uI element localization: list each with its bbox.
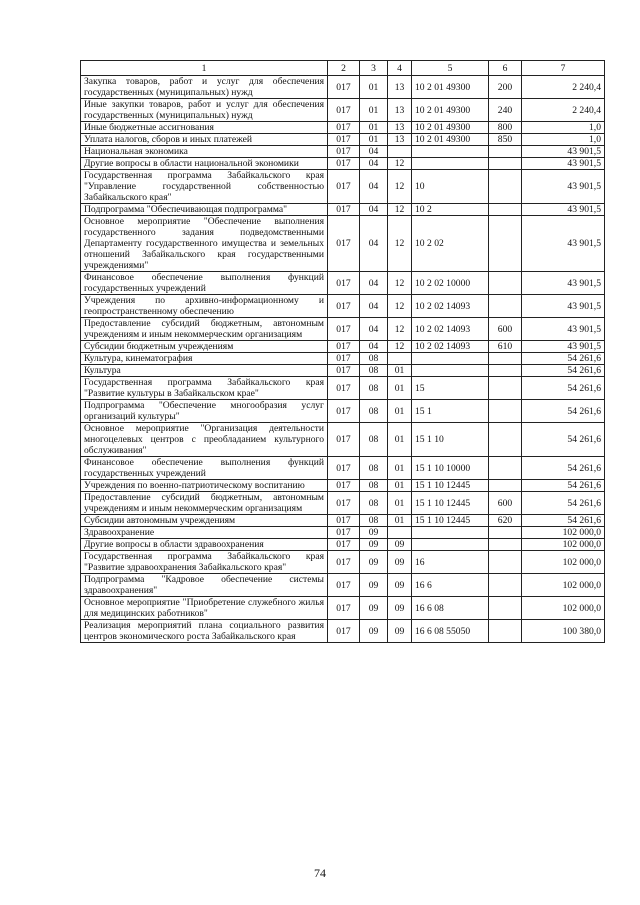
row-subsection-cell: 01 (388, 492, 412, 515)
row-subsection-cell: 01 (388, 423, 412, 457)
row-name-cell: Иные закупки товаров, работ и услуг для обеспечения государственных (муниципальных) нужд (81, 99, 328, 122)
row-amount-cell: 54 261,6 (522, 377, 605, 400)
row-expense-type-cell (489, 158, 522, 170)
row-expense-type-cell: 610 (489, 341, 522, 353)
row-section-cell: 09 (360, 527, 388, 539)
row-target-article-cell: 15 1 (412, 400, 489, 423)
row-target-article-cell: 15 (412, 377, 489, 400)
row-name-cell: Основное мероприятие "Обеспечение выполнения государственного задания подведомственными Департаменту государственного имущества и земельных отношений Забайкальского края государственными учреждениями" (81, 216, 328, 272)
row-target-article-cell: 10 2 02 14093 (412, 341, 489, 353)
row-name-cell: Национальная экономика (81, 146, 328, 158)
row-subsection-cell: 01 (388, 377, 412, 400)
row-target-article-cell (412, 146, 489, 158)
row-name-cell: Государственная программа Забайкальского края "Управление государственной собственностью Забайкальского края" (81, 170, 328, 204)
budget-table (80, 60, 605, 643)
row-target-article-cell: 10 2 01 49300 (412, 122, 489, 134)
row-expense-type-cell (489, 353, 522, 365)
row-name-cell: Субсидии бюджетным учреждениям (81, 341, 328, 353)
row-subsection-cell: 09 (388, 551, 412, 574)
row-expense-type-cell: 200 (489, 76, 522, 99)
row-target-article-cell: 15 1 10 10000 (412, 457, 489, 480)
row-code-cell: 017 (328, 620, 360, 643)
row-name-cell: Предоставление субсидий бюджетным, автономным учреждениям и иным некоммерческим организациям (81, 492, 328, 515)
row-amount-cell: 43 901,5 (522, 158, 605, 170)
row-section-cell: 04 (360, 170, 388, 204)
header-cell: 7 (522, 61, 605, 76)
row-name-cell: Подпрограмма "Обеспечение многообразия услуг организаций культуры" (81, 400, 328, 423)
row-subsection-cell: 01 (388, 457, 412, 480)
row-expense-type-cell (489, 539, 522, 551)
row-name-cell: Иные бюджетные ассигнования (81, 122, 328, 134)
header-cell: 3 (360, 61, 388, 76)
table-row (81, 423, 605, 457)
row-amount-cell: 43 901,5 (522, 272, 605, 295)
row-subsection-cell: 12 (388, 295, 412, 318)
row-subsection-cell (388, 146, 412, 158)
row-expense-type-cell (489, 170, 522, 204)
row-section-cell: 09 (360, 551, 388, 574)
row-name-cell: Здравоохранение (81, 527, 328, 539)
row-code-cell: 017 (328, 318, 360, 341)
row-subsection-cell: 13 (388, 99, 412, 122)
table-body (81, 76, 605, 643)
row-amount-cell: 54 261,6 (522, 353, 605, 365)
row-code-cell: 017 (328, 146, 360, 158)
row-subsection-cell: 12 (388, 216, 412, 272)
row-amount-cell: 54 261,6 (522, 365, 605, 377)
row-section-cell: 04 (360, 146, 388, 158)
header-cell: 2 (328, 61, 360, 76)
table-row (81, 400, 605, 423)
row-amount-cell: 100 380,0 (522, 620, 605, 643)
table-row (81, 377, 605, 400)
table-row (81, 122, 605, 134)
row-subsection-cell: 01 (388, 480, 412, 492)
row-target-article-cell: 10 2 02 (412, 216, 489, 272)
row-expense-type-cell (489, 377, 522, 400)
row-subsection-cell: 09 (388, 574, 412, 597)
row-amount-cell: 43 901,5 (522, 204, 605, 216)
row-target-article-cell (412, 527, 489, 539)
row-expense-type-cell (489, 527, 522, 539)
row-amount-cell: 102 000,0 (522, 527, 605, 539)
row-code-cell: 017 (328, 597, 360, 620)
row-expense-type-cell (489, 400, 522, 423)
row-name-cell: Государственная программа Забайкальского края "Развитие культуры в Забайкальском крае" (81, 377, 328, 400)
row-section-cell: 04 (360, 204, 388, 216)
row-expense-type-cell: 600 (489, 492, 522, 515)
table-row (81, 527, 605, 539)
row-amount-cell: 54 261,6 (522, 492, 605, 515)
row-code-cell: 017 (328, 295, 360, 318)
table-row (81, 457, 605, 480)
row-name-cell: Учреждения по военно-патриотическому воспитанию (81, 480, 328, 492)
table-row (81, 365, 605, 377)
row-name-cell: Уплата налогов, сборов и иных платежей (81, 134, 328, 146)
row-target-article-cell: 16 6 (412, 574, 489, 597)
row-amount-cell: 1,0 (522, 122, 605, 134)
table-row (81, 318, 605, 341)
row-section-cell: 08 (360, 480, 388, 492)
row-amount-cell: 43 901,5 (522, 216, 605, 272)
row-section-cell: 08 (360, 457, 388, 480)
row-expense-type-cell (489, 216, 522, 272)
table-row (81, 134, 605, 146)
row-code-cell: 017 (328, 365, 360, 377)
row-target-article-cell (412, 158, 489, 170)
row-target-article-cell: 15 1 10 12445 (412, 480, 489, 492)
row-target-article-cell: 15 1 10 12445 (412, 492, 489, 515)
row-target-article-cell: 10 2 01 49300 (412, 99, 489, 122)
row-subsection-cell: 12 (388, 158, 412, 170)
row-code-cell: 017 (328, 170, 360, 204)
row-section-cell: 09 (360, 574, 388, 597)
header-cell: 5 (412, 61, 489, 76)
row-subsection-cell (388, 353, 412, 365)
row-section-cell: 08 (360, 400, 388, 423)
row-amount-cell: 102 000,0 (522, 574, 605, 597)
row-subsection-cell: 12 (388, 341, 412, 353)
row-section-cell: 08 (360, 423, 388, 457)
row-subsection-cell: 12 (388, 170, 412, 204)
row-amount-cell: 102 000,0 (522, 551, 605, 574)
row-section-cell: 01 (360, 134, 388, 146)
row-section-cell: 08 (360, 365, 388, 377)
table-row (81, 146, 605, 158)
row-code-cell: 017 (328, 574, 360, 597)
table-row (81, 597, 605, 620)
table-row (81, 551, 605, 574)
row-target-article-cell: 10 (412, 170, 489, 204)
row-subsection-cell: 01 (388, 515, 412, 527)
table-row (81, 492, 605, 515)
table-row (81, 272, 605, 295)
row-section-cell: 04 (360, 295, 388, 318)
row-code-cell: 017 (328, 492, 360, 515)
table-row (81, 620, 605, 643)
table-row (81, 295, 605, 318)
row-expense-type-cell (489, 551, 522, 574)
row-code-cell: 017 (328, 423, 360, 457)
row-amount-cell: 43 901,5 (522, 318, 605, 341)
table-header-row (81, 61, 605, 76)
row-section-cell: 08 (360, 377, 388, 400)
row-name-cell: Культура, кинематография (81, 353, 328, 365)
row-target-article-cell (412, 353, 489, 365)
row-subsection-cell: 01 (388, 400, 412, 423)
row-code-cell: 017 (328, 551, 360, 574)
row-amount-cell: 54 261,6 (522, 457, 605, 480)
row-section-cell: 01 (360, 76, 388, 99)
row-amount-cell: 43 901,5 (522, 146, 605, 158)
row-amount-cell: 43 901,5 (522, 341, 605, 353)
row-target-article-cell: 15 1 10 (412, 423, 489, 457)
row-target-article-cell: 10 2 02 10000 (412, 272, 489, 295)
row-code-cell: 017 (328, 377, 360, 400)
row-code-cell: 017 (328, 204, 360, 216)
row-code-cell: 017 (328, 341, 360, 353)
row-name-cell: Субсидии автономным учреждениям (81, 515, 328, 527)
row-section-cell: 09 (360, 620, 388, 643)
row-section-cell: 01 (360, 122, 388, 134)
row-expense-type-cell (489, 423, 522, 457)
row-section-cell: 08 (360, 492, 388, 515)
table-row (81, 99, 605, 122)
row-subsection-cell: 12 (388, 318, 412, 341)
row-section-cell: 09 (360, 539, 388, 551)
row-subsection-cell: 12 (388, 204, 412, 216)
row-expense-type-cell (489, 146, 522, 158)
row-expense-type-cell: 800 (489, 122, 522, 134)
row-expense-type-cell (489, 597, 522, 620)
row-name-cell: Культура (81, 365, 328, 377)
table-row (81, 515, 605, 527)
page-number: 74 (314, 866, 326, 880)
row-target-article-cell: 10 2 02 14093 (412, 295, 489, 318)
row-target-article-cell: 10 2 01 49300 (412, 76, 489, 99)
row-target-article-cell (412, 365, 489, 377)
row-name-cell: Учреждения по архивно-информационному и геопространственному обеспечению (81, 295, 328, 318)
row-target-article-cell (412, 539, 489, 551)
row-amount-cell: 2 240,4 (522, 99, 605, 122)
table-row (81, 204, 605, 216)
row-target-article-cell: 16 6 08 (412, 597, 489, 620)
row-expense-type-cell (489, 574, 522, 597)
row-amount-cell: 43 901,5 (522, 295, 605, 318)
table-row (81, 539, 605, 551)
row-amount-cell: 54 261,6 (522, 480, 605, 492)
table-row (81, 574, 605, 597)
row-amount-cell: 54 261,6 (522, 400, 605, 423)
row-expense-type-cell (489, 620, 522, 643)
row-subsection-cell: 12 (388, 272, 412, 295)
row-expense-type-cell (489, 365, 522, 377)
header-cell: 4 (388, 61, 412, 76)
header-cell: 1 (81, 61, 328, 76)
row-code-cell: 017 (328, 353, 360, 365)
row-expense-type-cell: 240 (489, 99, 522, 122)
row-target-article-cell: 10 2 02 14093 (412, 318, 489, 341)
row-section-cell: 04 (360, 272, 388, 295)
row-expense-type-cell (489, 480, 522, 492)
row-amount-cell: 43 901,5 (522, 170, 605, 204)
row-section-cell: 01 (360, 99, 388, 122)
row-code-cell: 017 (328, 158, 360, 170)
row-target-article-cell: 10 2 01 49300 (412, 134, 489, 146)
row-amount-cell: 1,0 (522, 134, 605, 146)
row-expense-type-cell (489, 272, 522, 295)
row-name-cell: Государственная программа Забайкальского края "Развитие здравоохранения Забайкальского края" (81, 551, 328, 574)
table-row (81, 480, 605, 492)
row-section-cell: 04 (360, 158, 388, 170)
table-row (81, 170, 605, 204)
row-name-cell: Основное мероприятие "Организация деятельности многоцелевых центров с преобладанием культурного обслуживания" (81, 423, 328, 457)
row-subsection-cell (388, 527, 412, 539)
row-code-cell: 017 (328, 272, 360, 295)
row-code-cell: 017 (328, 134, 360, 146)
row-name-cell: Подпрограмма "Кадровое обеспечение системы здравоохранения" (81, 574, 328, 597)
row-expense-type-cell (489, 295, 522, 318)
row-expense-type-cell (489, 457, 522, 480)
row-subsection-cell: 13 (388, 122, 412, 134)
row-code-cell: 017 (328, 216, 360, 272)
row-amount-cell: 54 261,6 (522, 515, 605, 527)
row-name-cell: Финансовое обеспечение выполнения функций государственных учреждений (81, 272, 328, 295)
row-section-cell: 08 (360, 353, 388, 365)
table-row (81, 158, 605, 170)
row-code-cell: 017 (328, 76, 360, 99)
row-subsection-cell: 09 (388, 539, 412, 551)
row-expense-type-cell: 620 (489, 515, 522, 527)
row-target-article-cell: 15 1 10 12445 (412, 515, 489, 527)
row-name-cell: Предоставление субсидий бюджетным, автономным учреждениям и иным некоммерческим организациям (81, 318, 328, 341)
row-name-cell: Подпрограмма "Обеспечивающая подпрограмма" (81, 204, 328, 216)
header-cell: 6 (489, 61, 522, 76)
table-row (81, 216, 605, 272)
row-code-cell: 017 (328, 400, 360, 423)
row-code-cell: 017 (328, 480, 360, 492)
row-amount-cell: 102 000,0 (522, 539, 605, 551)
row-section-cell: 09 (360, 597, 388, 620)
row-name-cell: Финансовое обеспечение выполнения функций государственных учреждений (81, 457, 328, 480)
row-code-cell: 017 (328, 122, 360, 134)
row-code-cell: 017 (328, 515, 360, 527)
row-target-article-cell: 16 (412, 551, 489, 574)
table-row (81, 353, 605, 365)
row-name-cell: Другие вопросы в области здравоохранения (81, 539, 328, 551)
row-target-article-cell: 10 2 (412, 204, 489, 216)
row-subsection-cell: 09 (388, 597, 412, 620)
row-subsection-cell: 09 (388, 620, 412, 643)
row-code-cell: 017 (328, 457, 360, 480)
row-expense-type-cell: 850 (489, 134, 522, 146)
row-code-cell: 017 (328, 99, 360, 122)
row-name-cell: Закупка товаров, работ и услуг для обеспечения государственных (муниципальных) нужд (81, 76, 328, 99)
row-target-article-cell: 16 6 08 55050 (412, 620, 489, 643)
row-amount-cell: 2 240,4 (522, 76, 605, 99)
row-expense-type-cell: 600 (489, 318, 522, 341)
table-row (81, 76, 605, 99)
row-section-cell: 08 (360, 515, 388, 527)
row-code-cell: 017 (328, 539, 360, 551)
row-section-cell: 04 (360, 216, 388, 272)
row-amount-cell: 102 000,0 (522, 597, 605, 620)
row-expense-type-cell (489, 204, 522, 216)
row-subsection-cell: 13 (388, 134, 412, 146)
row-section-cell: 04 (360, 318, 388, 341)
row-name-cell: Основное мероприятие "Приобретение служебного жилья для медицинских работников" (81, 597, 328, 620)
row-code-cell: 017 (328, 527, 360, 539)
row-name-cell: Реализация мероприятий плана социального развития центров экономического роста Забайкальского края (81, 620, 328, 643)
row-subsection-cell: 13 (388, 76, 412, 99)
table-row (81, 341, 605, 353)
row-name-cell: Другие вопросы в области национальной экономики (81, 158, 328, 170)
row-section-cell: 04 (360, 341, 388, 353)
row-subsection-cell: 01 (388, 365, 412, 377)
row-amount-cell: 54 261,6 (522, 423, 605, 457)
